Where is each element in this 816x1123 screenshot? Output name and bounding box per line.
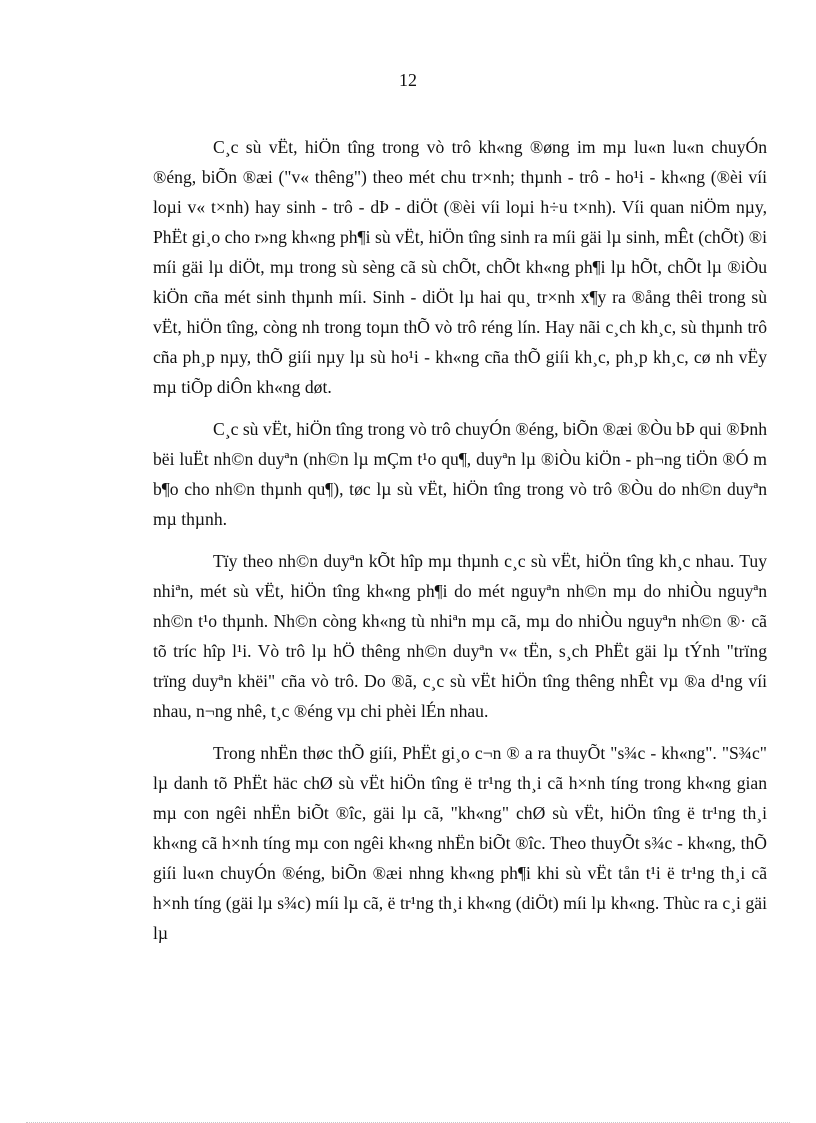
page-number: 12	[399, 70, 417, 90]
document-body	[153, 132, 767, 960]
paragraph: Trong nhËn thøc thÕ giíi, PhËt gi¸o c¬n ® a ra thuyÕt "s¾c - kh«ng". "S¾c" lµ danh tõ PhËt häc chØ sù vËt hiÖn tîng ë tr¹ng th¸i cã h×nh tíng trong kh«ng gian mµ con ngêi nhËn biÕt ®îc, gäi lµ cã, "kh«ng" chØ sù vËt, hiÖn tîng ë tr¹ng th¸i kh«ng cã h×nh tíng mµ con ngêi kh«ng nhËn biÕt ®îc. Theo thuyÕt s¾c - kh«ng, thÕ giíi lu«n chuyÓn ®éng, biÕn ®æi nhng kh«ng ph¶i khi sù vËt tån t¹i ë tr¹ng th¸i cã h×nh tíng (gäi lµ s¾c) míi lµ cã, ë tr¹ng th¸i kh«ng (diÖt) míi lµ kh«ng. Thùc ra c¸i gäi lµ	[153, 743, 767, 943]
paragraph: C¸c sù vËt, hiÖn tîng trong vò trô chuyÓn ®éng, biÕn ®æi ®Òu bÞ qui ®Þnh bëi luËt nh©n duyªn (nh©n lµ mÇm t¹o qu¶, duyªn lµ ®iÒu kiÖn - ph¬ng tiÖn ®Ó m b¶o cho nh©n thµnh qu¶), tøc lµ sù vËt, hiÖn tîng trong vò trô ®Òu do nh©n duyªn mµ thµnh.	[153, 419, 767, 529]
paragraph: C¸c sù vËt, hiÖn tîng trong vò trô kh«ng ®øng im mµ lu«n lu«n chuyÓn ®éng, biÕn ®æi ("v« thêng") theo mét chu tr×nh; thµnh - trô - ho¹i - kh«ng (®èi víi loµi v« t×nh) hay sinh - trô - dÞ - diÖt (®èi víi loµi h÷u t×nh). Víi quan niÖm nµy, PhËt gi¸o cho r»ng kh«ng ph¶i sù vËt, hiÖn tîng sinh ra míi gäi lµ sinh, mÊt (chÕt) ®i míi gäi lµ diÖt, mµ trong sù sèng cã sù chÕt, chÕt kh«ng ph¶i lµ hÕt, chÕt lµ ®iÒu kiÖn cña mét sinh thµnh míi. Sinh - diÖt lµ hai qu¸ tr×nh x¶y ra ®ång thêi trong sù vËt, hiÖn tîng, còng nh trong toµn thÕ vò trô réng lín. Hay nãi c¸ch kh¸c, sù thµnh trô cña ph¸p nµy, thÕ giíi nµy lµ sù ho¹i - kh«ng cña thÕ giíi kh¸c, ph¸p kh¸c, cø nh vËy mµ tiÕp diÔn kh«ng døt.	[153, 137, 767, 397]
paragraph: Tïy theo nh©n duyªn kÕt hîp mµ thµnh c¸c sù vËt, hiÖn tîng kh¸c nhau. Tuy nhiªn, mét sù vËt, hiÖn tîng kh«ng ph¶i do mét nguyªn nh©n mµ do nhiÒu nguyªn nh©n t¹o thµnh. Nh©n còng kh«ng tù nhiªn mµ cã, mµ do nhiÒu nguyªn nh©n ®· cã tõ tríc hîp l¹i. Vò trô lµ hÖ thêng nh©n duyªn v« tËn, s¸ch PhËt gäi lµ tÝnh "trïng trïng duyªn khëi" cña vò trô. Do ®ã, c¸c sù vËt hiÖn tîng thêng nhÊt vµ ®a d¹ng víi nhau, n¬ng nhê, t¸c ®éng vµ chi phèi lÉn nhau.	[153, 551, 767, 721]
